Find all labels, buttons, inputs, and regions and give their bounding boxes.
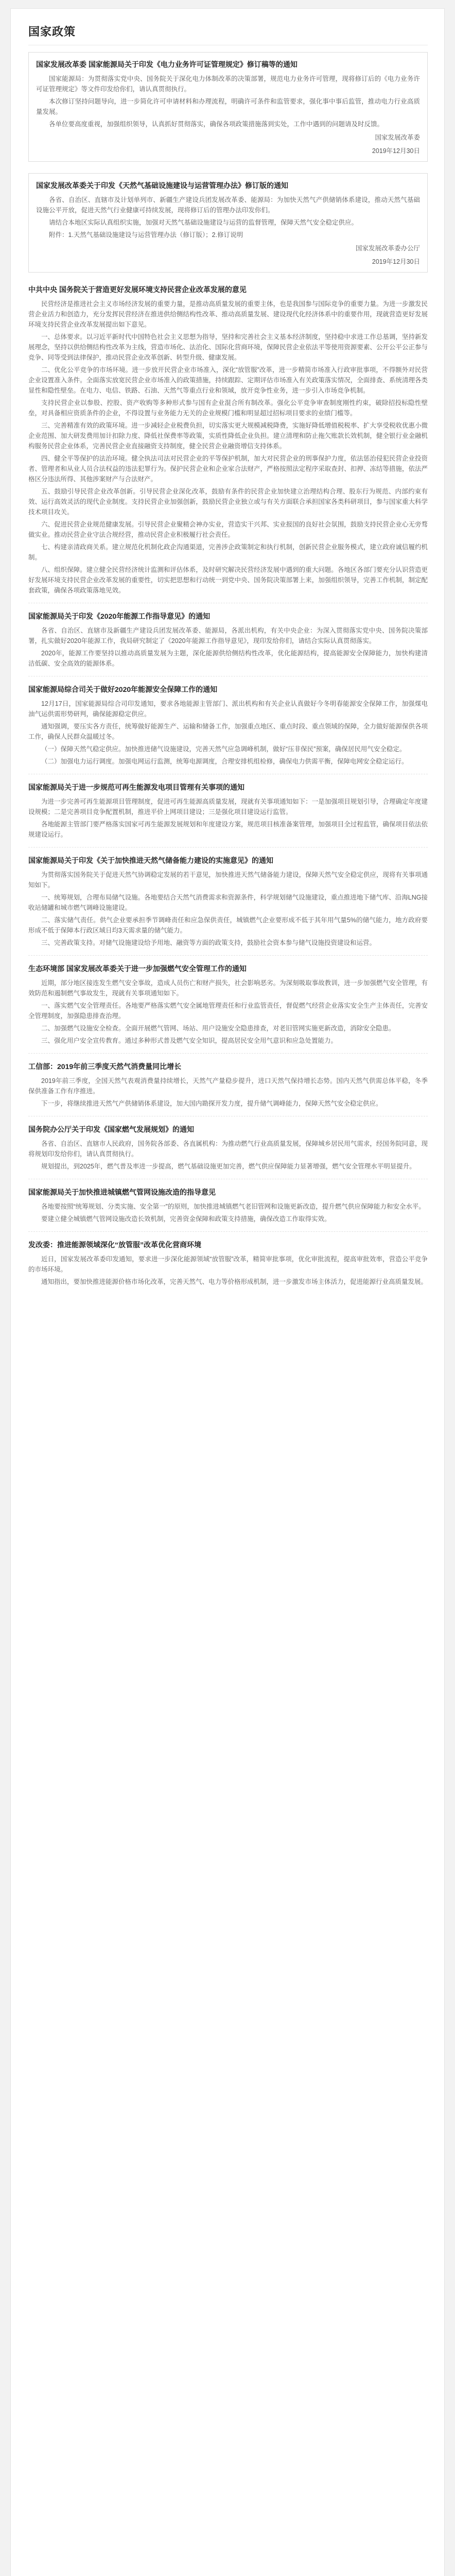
section-heading[interactable]: 工信部：2019年前三季度天然气消费量同比增长 [28,1062,182,1071]
section-paragraph: 一、统筹规划，合理布局储气设施。各地要结合天然气消费需求和资源条件，科学规划储气设施建设，重点推进地下储气库、沿海LNG接收站储罐和城市燃气调峰设施建设。 [28,894,428,911]
section-divider [28,1231,428,1232]
policy-section [28,284,428,596]
section-paragraph: 2020年，能源工作要坚持以推动高质量发展为主题，深化能源供给侧结构性改革，优化能源结构，提高能源安全保障能力，加快构建清洁低碳、安全高效的能源体系。 [28,650,428,667]
section-signature: 国家发展改革委办公厅 [355,245,420,252]
section-paragraph: 近期，部分地区接连发生燃气安全事故，造成人员伤亡和财产损失，社会影响恶劣。为深刻吸取事故教训，进一步加强燃气安全管理，有效防范和遏制燃气事故发生，现就有关事项通知如下。 [28,979,428,997]
policy-section [28,52,428,162]
section-paragraph: 二、优化公平竞争的市场环境。进一步放开民营企业市场准入，深化“放管服”改革，进一步精简市场准入行政审批事项，不得额外对民营企业设置准入条件。全面落实放宽民营企业市场准入的政策措施，持续跟踪、定期评估市场准入有关政策落实情况，全面排查、系统清理各类显性和隐性壁垒。在电力、电信、铁路、石油、天然气等重点行业和领域，放开竞争性业务，进一步引入市场竞争机制。 [28,366,428,394]
section-heading[interactable]: 国家能源局关于印发《2020年能源工作指导意见》的通知 [28,612,211,620]
section-paragraph: 规划提出，到2025年，燃气普及率进一步提高，燃气基础设施更加完善，燃气供应保障能力显著增强，燃气安全管理水平明显提升。 [41,1163,416,1170]
section-paragraph: 各地能源主管部门要严格落实国家可再生能源发展规划和年度建设方案，规范项目核准备案管理，加强项目全过程监管，确保项目依法依规建设运行。 [28,821,428,838]
section-paragraph: 本次修订坚持问题导向，进一步简化许可申请材料和办理流程，明确许可条件和监管要求，强化事中事后监管，推动电力行业高质量发展。 [36,98,420,115]
section-heading[interactable]: 国务院办公厅关于印发《国家燃气发展规划》的通知 [28,1125,194,1133]
policy-section [28,1124,428,1172]
policy-section [28,855,428,948]
section-paragraph: 国家能源局：为贯彻落实党中央、国务院关于深化电力体制改革的决策部署，规范电力业务许可管理，现将修订后的《电力业务许可证管理规定》等文件印发给你们，请认真贯彻执行。 [36,75,420,93]
section-paragraph: 三、完善政策支持。对储气设施建设给予用地、融资等方面的政策支持，鼓励社会资本参与储气设施投资建设和运营。 [41,939,376,946]
section-signature: 2019年12月30日 [372,258,420,265]
section-paragraph: 五、鼓励引导民营企业改革创新。引导民营企业深化改革，鼓励有条件的民营企业加快建立治理结构合理、股东行为规范、内部约束有效、运行高效灵活的现代企业制度。支持民营企业加强创新，鼓励民营企业独立或与有关方面联合承担国家各类科研项目，参与国家重大科学技术项目攻关。 [28,488,428,516]
policy-section [28,782,428,840]
page-card [10,8,445,2576]
section-paragraph: 通知强调，要压实各方责任，统筹做好能源生产、运输和储备工作，加强重点地区、重点时段、重点领域的保障，全力做好能源保供各项工作，确保人民群众温暖过冬。 [28,723,428,740]
policy-section [28,963,428,1046]
section-paragraph: 七、构建亲清政商关系。建立规范化机制化政企沟通渠道，完善涉企政策制定和执行机制，创新民营企业服务模式，建立政府诚信履约机制。 [28,544,428,561]
section-heading[interactable]: 国家发展改革委 国家能源局关于印发《电力业务许可证管理规定》修订稿等的通知 [36,60,297,69]
section-heading[interactable]: 国家能源局关于印发《关于加快推进天然气储备能力建设的实施意见》的通知 [28,856,273,865]
policy-section [28,611,428,669]
section-heading[interactable]: 生态环境部 国家发展改革委关于进一步加强燃气安全管理工作的通知 [28,964,247,973]
section-signature: 国家发展改革委 [375,134,420,141]
section-heading[interactable]: 国家发展改革委关于印发《天然气基础设施建设与运营管理办法》修订版的通知 [36,181,288,190]
section-paragraph: 支持民营企业以参股、控股、资产收购等多种形式参与国有企业混合所有制改革。强化公平竞争审查制度刚性约束，破除招投标隐性壁垒，对具备相应资质条件的企业，不得设置与业务能力无关的企业规模门槛和明显超过招标项目要求的业绩门槛等。 [28,399,428,417]
section-paragraph: 12月17日，国家能源局综合司印发通知，要求各地能源主管部门、派出机构和有关企业认真做好今冬明春能源安全保障工作，加强煤电油气运供需形势研判，确保能源稳定供应。 [28,700,428,718]
section-paragraph: 请结合本地区实际认真组织实施，加强对天然气基础设施建设与运营的监督管理，保障天然气安全稳定供应。 [49,219,358,226]
section-heading[interactable]: 发改委：推进能源领域深化“放管服”改革优化营商环境 [28,1241,201,1249]
policy-section [28,1187,428,1224]
section-heading[interactable]: 国家能源局关于加快推进城镇燃气管网设施改造的指导意见 [28,1188,216,1196]
section-paragraph: 一、落实燃气安全管理责任。各地要严格落实燃气安全属地管理责任和行业监管责任，督促燃气经营企业落实安全生产主体责任，完善安全管理制度，加强隐患排查治理。 [28,1002,428,1020]
section-paragraph: 二、加强燃气设施安全检查。全面开展燃气管网、场站、用户设施安全隐患排查，对老旧管网实施更新改造，消除安全隐患。 [41,1025,395,1032]
section-paragraph: 为进一步完善可再生能源项目管理制度，促进可再生能源高质量发展，现就有关事项通知如下：一是加强项目规划引导，合理确定年度建设规模；二是完善项目竞争配置机制，推进平价上网项目建设；三是强化项目建设运行监管。 [28,798,428,816]
section-paragraph: 八、组织保障。建立健全民营经济统计监测和评估体系，及时研究解决民营经济发展中遇到的重大问题。各地区各部门要充分认识营造更好发展环境支持民营企业改革发展的重要性，切实把思想和行动统一到党中央、国务院决策部署上来，加强组织领导，完善工作机制，制定配套政策，确保各项政策落地见效。 [28,566,428,594]
section-paragraph: 下一步，将继续推进天然气产供储销体系建设，加大国内勘探开发力度，提升储气调峰能力，保障天然气安全稳定供应。 [41,1100,382,1107]
section-paragraph: 近日，国家发展改革委印发通知，要求进一步深化能源领域“放管服”改革，精简审批事项，优化审批流程，提高审批效率，营造公平竞争的市场环境。 [28,1256,428,1273]
section-paragraph: 要建立健全城镇燃气管网设施改造长效机制，完善资金保障和政策支持措施，确保改造工作取得实效。 [41,1215,331,1223]
policy-section [28,684,428,767]
section-paragraph: 民营经济是推进社会主义市场经济发展的重要力量，是推动高质量发展的重要主体，也是我国参与国际竞争的重要力量。为进一步激发民营企业活力和创造力，充分发挥民营经济在推进供给侧结构性改革、推动高质量发展、建设现代化经济体系中的重要作用，现就营造更好发展环境支持民营企业改革发展提出如下意见。 [28,300,428,328]
section-heading[interactable]: 中共中央 国务院关于营造更好发展环境支持民营企业改革发展的意见 [28,285,247,294]
section-paragraph: 各单位要高度重视，加强组织领导，认真抓好贯彻落实，确保各项政策措施落到实处，工作中遇到的问题请及时反馈。 [49,121,384,128]
section-signature: 2019年12月30日 [372,147,420,155]
section-paragraph: 一、总体要求。以习近平新时代中国特色社会主义思想为指导，坚持和完善社会主义基本经济制度，坚持稳中求进工作总基调，坚持新发展理念，坚持以供给侧结构性改革为主线，营造市场化、法治化、国际化营商环境，保障民营企业依法平等使用资源要素、公开公平公正参与竞争、同等受到法律保护，推动民营企业改革创新、转型升级、健康发展。 [28,333,428,361]
section-paragraph: （二）加强电力运行调度。加强电网运行监测，统筹电源调度，合理安排机组检修，确保电力供需平衡，保障电网安全稳定运行。 [41,758,408,765]
section-paragraph: 为贯彻落实国务院关于促进天然气协调稳定发展的若干意见，加快推进天然气储备能力建设，保障天然气安全稳定供应，现将有关事项通知如下。 [28,871,428,889]
section-paragraph: 各省、自治区、直辖市及新疆生产建设兵团发展改革委、能源局，各派出机构，有关中央企业：为深入贯彻落实党中央、国务院决策部署，扎实做好2020年能源工作，我局研究制定了《2020年能源工作指导意见》，现印发给你们，请结合实际认真贯彻落实。 [28,627,428,645]
policy-section [28,1239,428,1287]
policy-section [28,173,428,273]
section-paragraph: 各省、自治区、直辖市人民政府，国务院各部委、各直属机构：为推动燃气行业高质量发展，保障城乡居民用气需求，经国务院同意，现将规划印发给你们，请认真贯彻执行。 [28,1140,428,1158]
section-paragraph: 二、落实储气责任。供气企业要承担季节调峰责任和应急保供责任，城镇燃气企业要形成不低于其年用气量5%的储气能力，地方政府要形成不低于保障本行政区域日均3天需求量的储气能力。 [28,917,428,934]
section-paragraph: 六、促进民营企业规范健康发展。引导民营企业聚精会神办实业，营造实干兴邦、实业报国的良好社会氛围，鼓励支持民营企业心无旁骛做实业。推动民营企业守法合规经营，推动民营企业积极履行社会责任。 [28,521,428,538]
section-heading[interactable]: 国家能源局关于进一步规范可再生能源发电项目管理有关事项的通知 [28,783,244,791]
section-divider [28,1053,428,1054]
section-paragraph: 附件：1.天然气基础设施建设与运营管理办法（修订版）；2.修订说明 [49,231,243,239]
section-paragraph: 四、健全平等保护的法治环境。健全执法司法对民营企业的平等保护机制，加大对民营企业的刑事保护力度，依法惩治侵犯民营企业投资者、管理者和从业人员合法权益的违法犯罪行为。保护民营企业和企业家合法财产，严格按照法定程序采取查封、扣押、冻结等措施，依法严格区分违法所得、其他涉案财产与合法财产。 [28,455,428,483]
policy-list [28,52,428,1294]
section-paragraph: 通知指出，要加快推进能源价格市场化改革，完善天然气、电力等价格形成机制，进一步激发市场主体活力，促进能源行业高质量发展。 [41,1278,428,1285]
section-paragraph: 各地要按照“统筹规划、分类实施、安全第一”的原则，加快推进城镇燃气老旧管网和设施更新改造，提升燃气供应保障能力和安全水平。 [41,1203,425,1210]
section-paragraph: 三、完善精准有效的政策环境。进一步减轻企业税费负担，切实落实更大规模减税降费，实施好降低增值税税率、扩大享受税收优惠小微企业范围、加大研发费用加计扣除力度、降低社保费率等政策，实质性降低企业负担。建立清理和防止拖欠账款长效机制，健全银行业金融机构服务民营企业体系，完善民营企业直接融资支持制度，健全民营企业融资增信支持体系。 [28,422,428,450]
section-divider [28,847,428,848]
section-divider [28,955,428,956]
section-paragraph: （一）保障天然气稳定供应。加快推进储气设施建设，完善天然气应急调峰机制，做好“压非保民”预案，确保居民用气安全稳定。 [41,745,406,753]
section-paragraph: 2019年前三季度，全国天然气表观消费量持续增长，天然气产量稳步提升，进口天然气保持增长态势。国内天然气供需总体平稳，冬季保供准备工作有序推进。 [28,1077,428,1095]
section-paragraph: 三、强化用户安全宣传教育。通过多种形式普及燃气安全知识，提高居民安全用气意识和应急处置能力。 [41,1037,338,1044]
section-heading[interactable]: 国家能源局综合司关于做好2020年能源安全保障工作的通知 [28,685,218,693]
policy-section [28,1061,428,1109]
page-title: 国家政策 [28,25,76,38]
section-paragraph: 各省、自治区、直辖市及计划单列市、新疆生产建设兵团发展改革委、能源局：为加快天然气产供储销体系建设，推动天然气基础设施公平开放，促进天然气行业健康可持续发展，现将修订后的管理办法印发你们。 [36,196,420,214]
